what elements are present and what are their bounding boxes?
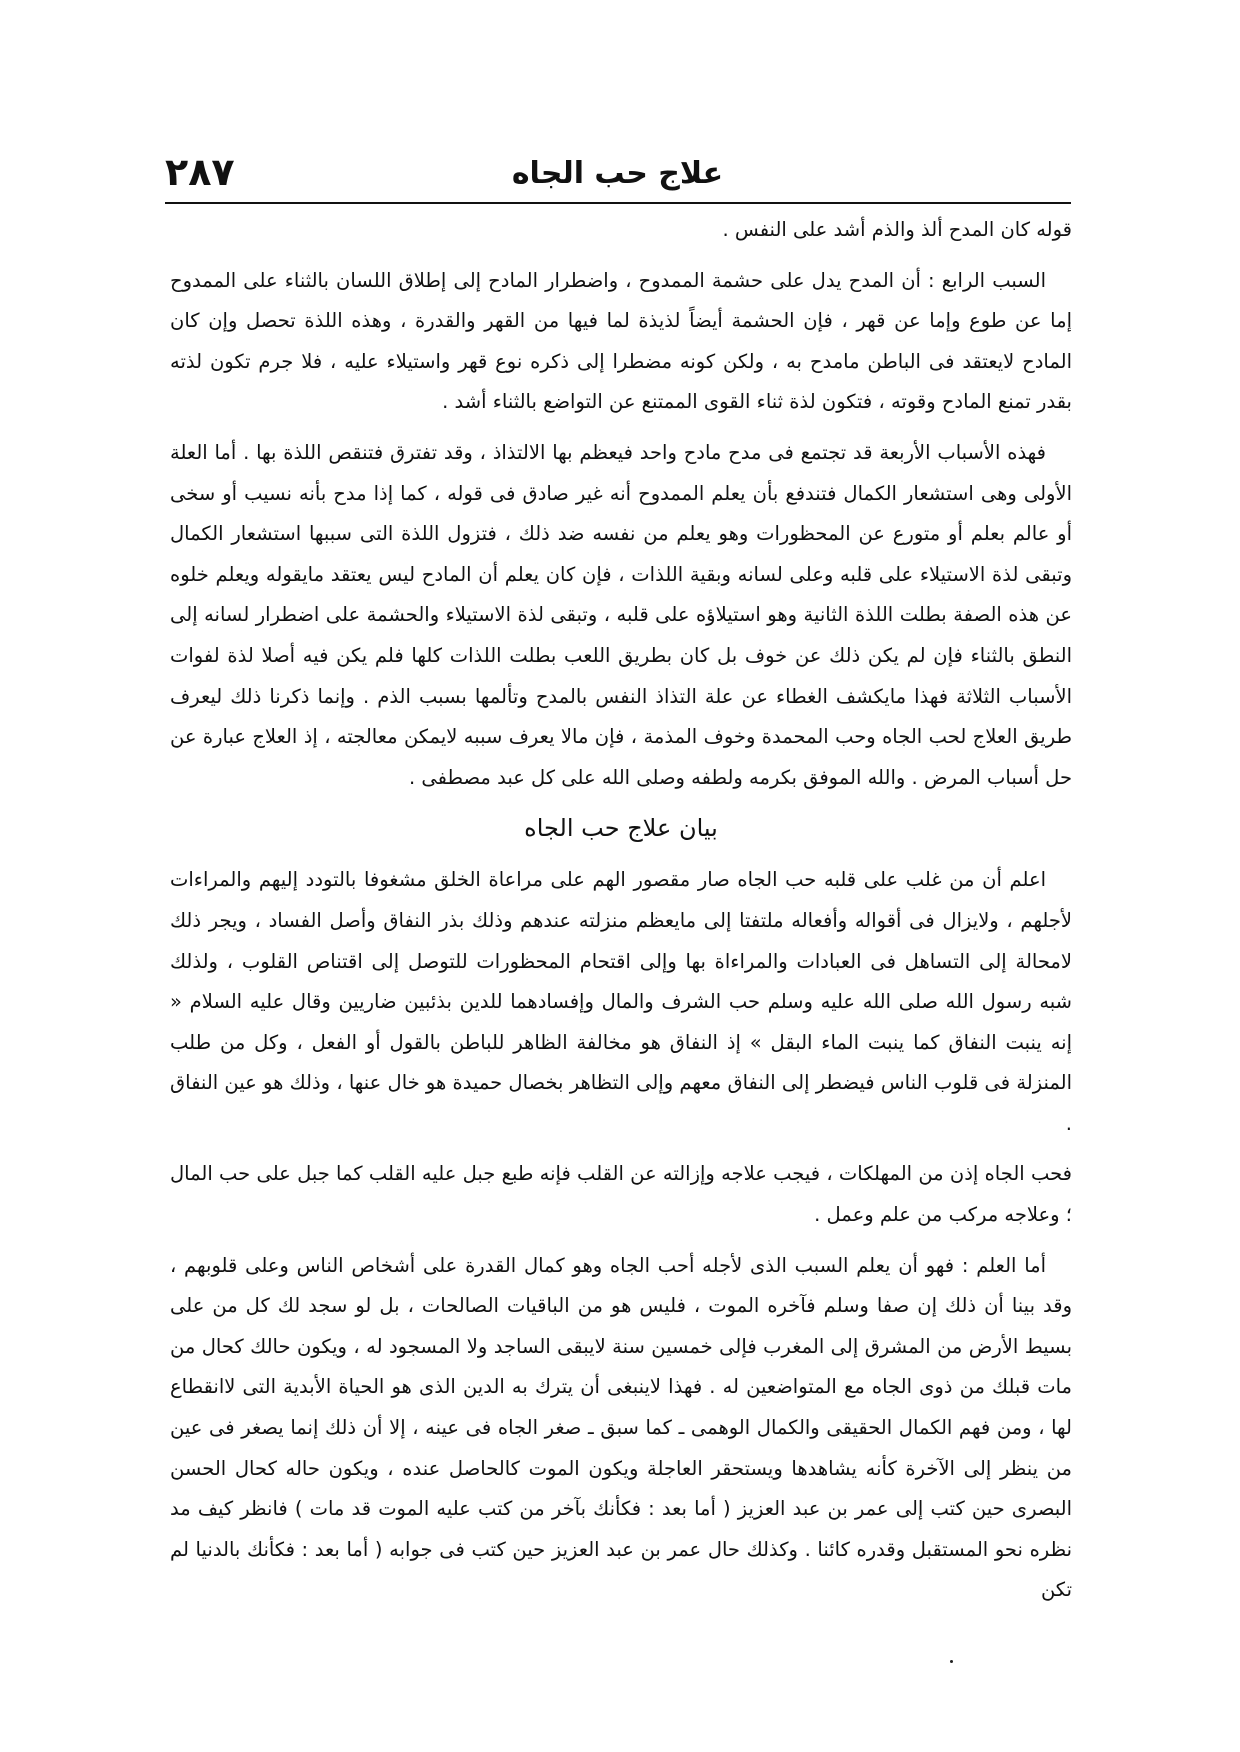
page-body (170, 210, 1072, 1611)
paragraph: قوله كان المدح ألذ والذم أشد على النفس . (722, 218, 1072, 241)
stray-mark (950, 1660, 953, 1663)
running-title: علاج حب الجاه (511, 156, 724, 191)
paragraph: السبب الرابع : أن المدح يدل على حشمة الممدوح ، واضطرار المادح إلى إطلاق اللسان بالثناء على الممدوح إما عن طوع وإما عن قهر ، فإن الحشمة أيضاً لذيذة لما فيها من القهر والقدرة ، وهذه اللذة تحصل وإن كان المادح لايعتقد فى الباطن مامدح به ، ولكن كونه مضطرا إلى ذكره نوع قهر واستيلاء عليه ، فلا جرم تكون لذته بقدر تمنع المادح وقوته ، فتكون لذة ثناء القوى الممتنع عن التواضع بالثناء أشد . (170, 268, 1072, 414)
header-rule (165, 202, 1071, 204)
section-heading: بيان علاج حب الجاه (524, 814, 718, 843)
paragraph: اعلم أن من غلب على قلبه حب الجاه صار مقصور الهم على مراعاة الخلق مشغوفا بالتودد إليهم والمراءات لأجلهم ، ولايزال فى أقواله وأفعاله ملتفتا إلى مايعظم منزلته عندهم وذلك بذر النفاق وأصل الفساد ، ويجر ذلك لامحالة إلى التساهل فى العبادات والمراءاة بها وإلى اقتحام المحظورات للتوصل إلى اقتناص القلوب ، ولذلك شبه رسول الله صلى الله عليه وسلم حب الشرف والمال وإفسادهما للدين بذئبين ضاريين وقال عليه السلام « إنه ينبت النفاق كما ينبت الماء البقل » إذ النفاق هو مخالفة الظاهر للباطن بالقول أو الفعل ، وكل من طلب المنزلة فى قلوب الناس فيضطر إلى النفاق معهم وإلى التظاهر بخصال حميدة هو خال عنها ، وذلك هو عين النفاق . (170, 868, 1072, 1135)
running-header (165, 150, 1070, 206)
paragraph: فحب الجاه إذن من المهلكات ، فيجب علاجه وإزالته عن القلب فإنه طبع جبل عليه القلب كما جبل على حب المال ؛ وعلاجه مركب من علم وعمل . (170, 1162, 1072, 1227)
page-number: ٢٨٧ (165, 150, 235, 194)
paragraph: أما العلم : فهو أن يعلم السبب الذى لأجله أحب الجاه وهو كمال القدرة على أشخاص الناس وعلى قلوبهم ، وقد بينا أن ذلك إن صفا وسلم فآخره الموت ، فليس هو من الباقيات الصالحات ، بل لو سجد لك كل من على بسيط الأرض من المشرق إلى المغرب فإلى خمسين سنة لايبقى الساجد ولا المسجود له ، ويكون حالك كحال من مات قبلك من ذوى الجاه مع المتواضعين له . فهذا لاينبغى أن يترك به الدين الذى هو الحياة الأبدية التى لاانقطاع لها ، ومن فهم الكمال الحقيقى والكمال الوهمى ـ كما سبق ـ صغر الجاه فى عينه ، إلا أن ذلك إنما يصغر فى عين من ينظر إلى الآخرة كأنه يشاهدها ويستحقر العاجلة ويكون الموت كالحاصل عنده ، ويكون حاله كحال الحسن البصرى حين كتب إلى عمر بن عبد العزيز ( أما بعد : فكأنك بآخر من كتب عليه الموت قد مات ) فانظر كيف مد نظره نحو المستقبل وقدره كائنا . وكذلك حال عمر بن عبد العزيز حين كتب فى جوابه ( أما بعد : فكأنك بالدنيا لم تكن (170, 1253, 1072, 1602)
paragraph: فهذه الأسباب الأربعة قد تجتمع فى مدح مادح واحد فيعظم بها الالتذاذ ، وقد تفترق فتنقص اللذة بها . أما العلة الأولى وهى استشعار الكمال فتندفع بأن يعلم الممدوح أنه غير صادق فى قوله ، كما إذا مدح بأنه نسيب أو سخى أو عالم بعلم أو متورع عن المحظورات وهو يعلم من نفسه ضد ذلك ، فتزول اللذة التى سببها استشعار الكمال وتبقى لذة الاستيلاء على قلبه وعلى لسانه وبقية اللذات ، فإن كان يعلم أن المادح ليس يعتقد مايقوله ويعلم خلوه عن هذه الصفة بطلت اللذة الثانية وهو استيلاؤه على قلبه ، وتبقى لذة الاستيلاء والحشمة على اضطرار لسانه إلى النطق بالثناء فإن لم يكن ذلك عن خوف بل كان بطريق اللعب بطلت اللذات كلها فلم يكن فيه أصلا لذة لفوات الأسباب الثلاثة فهذا مايكشف الغطاء عن علة التذاذ النفس بالمدح وتألمها بسبب الذم . وإنما ذكرنا ذلك ليعرف طريق العلاج لحب الجاه وحب المحمدة وخوف المذمة ، فإن مالا يعرف سببه لايمكن معالجته ، إذ العلاج عبارة عن حل أسباب المرض . والله الموفق بكرمه ولطفه وصلى الله على كل عبد مصطفى . (170, 440, 1072, 789)
